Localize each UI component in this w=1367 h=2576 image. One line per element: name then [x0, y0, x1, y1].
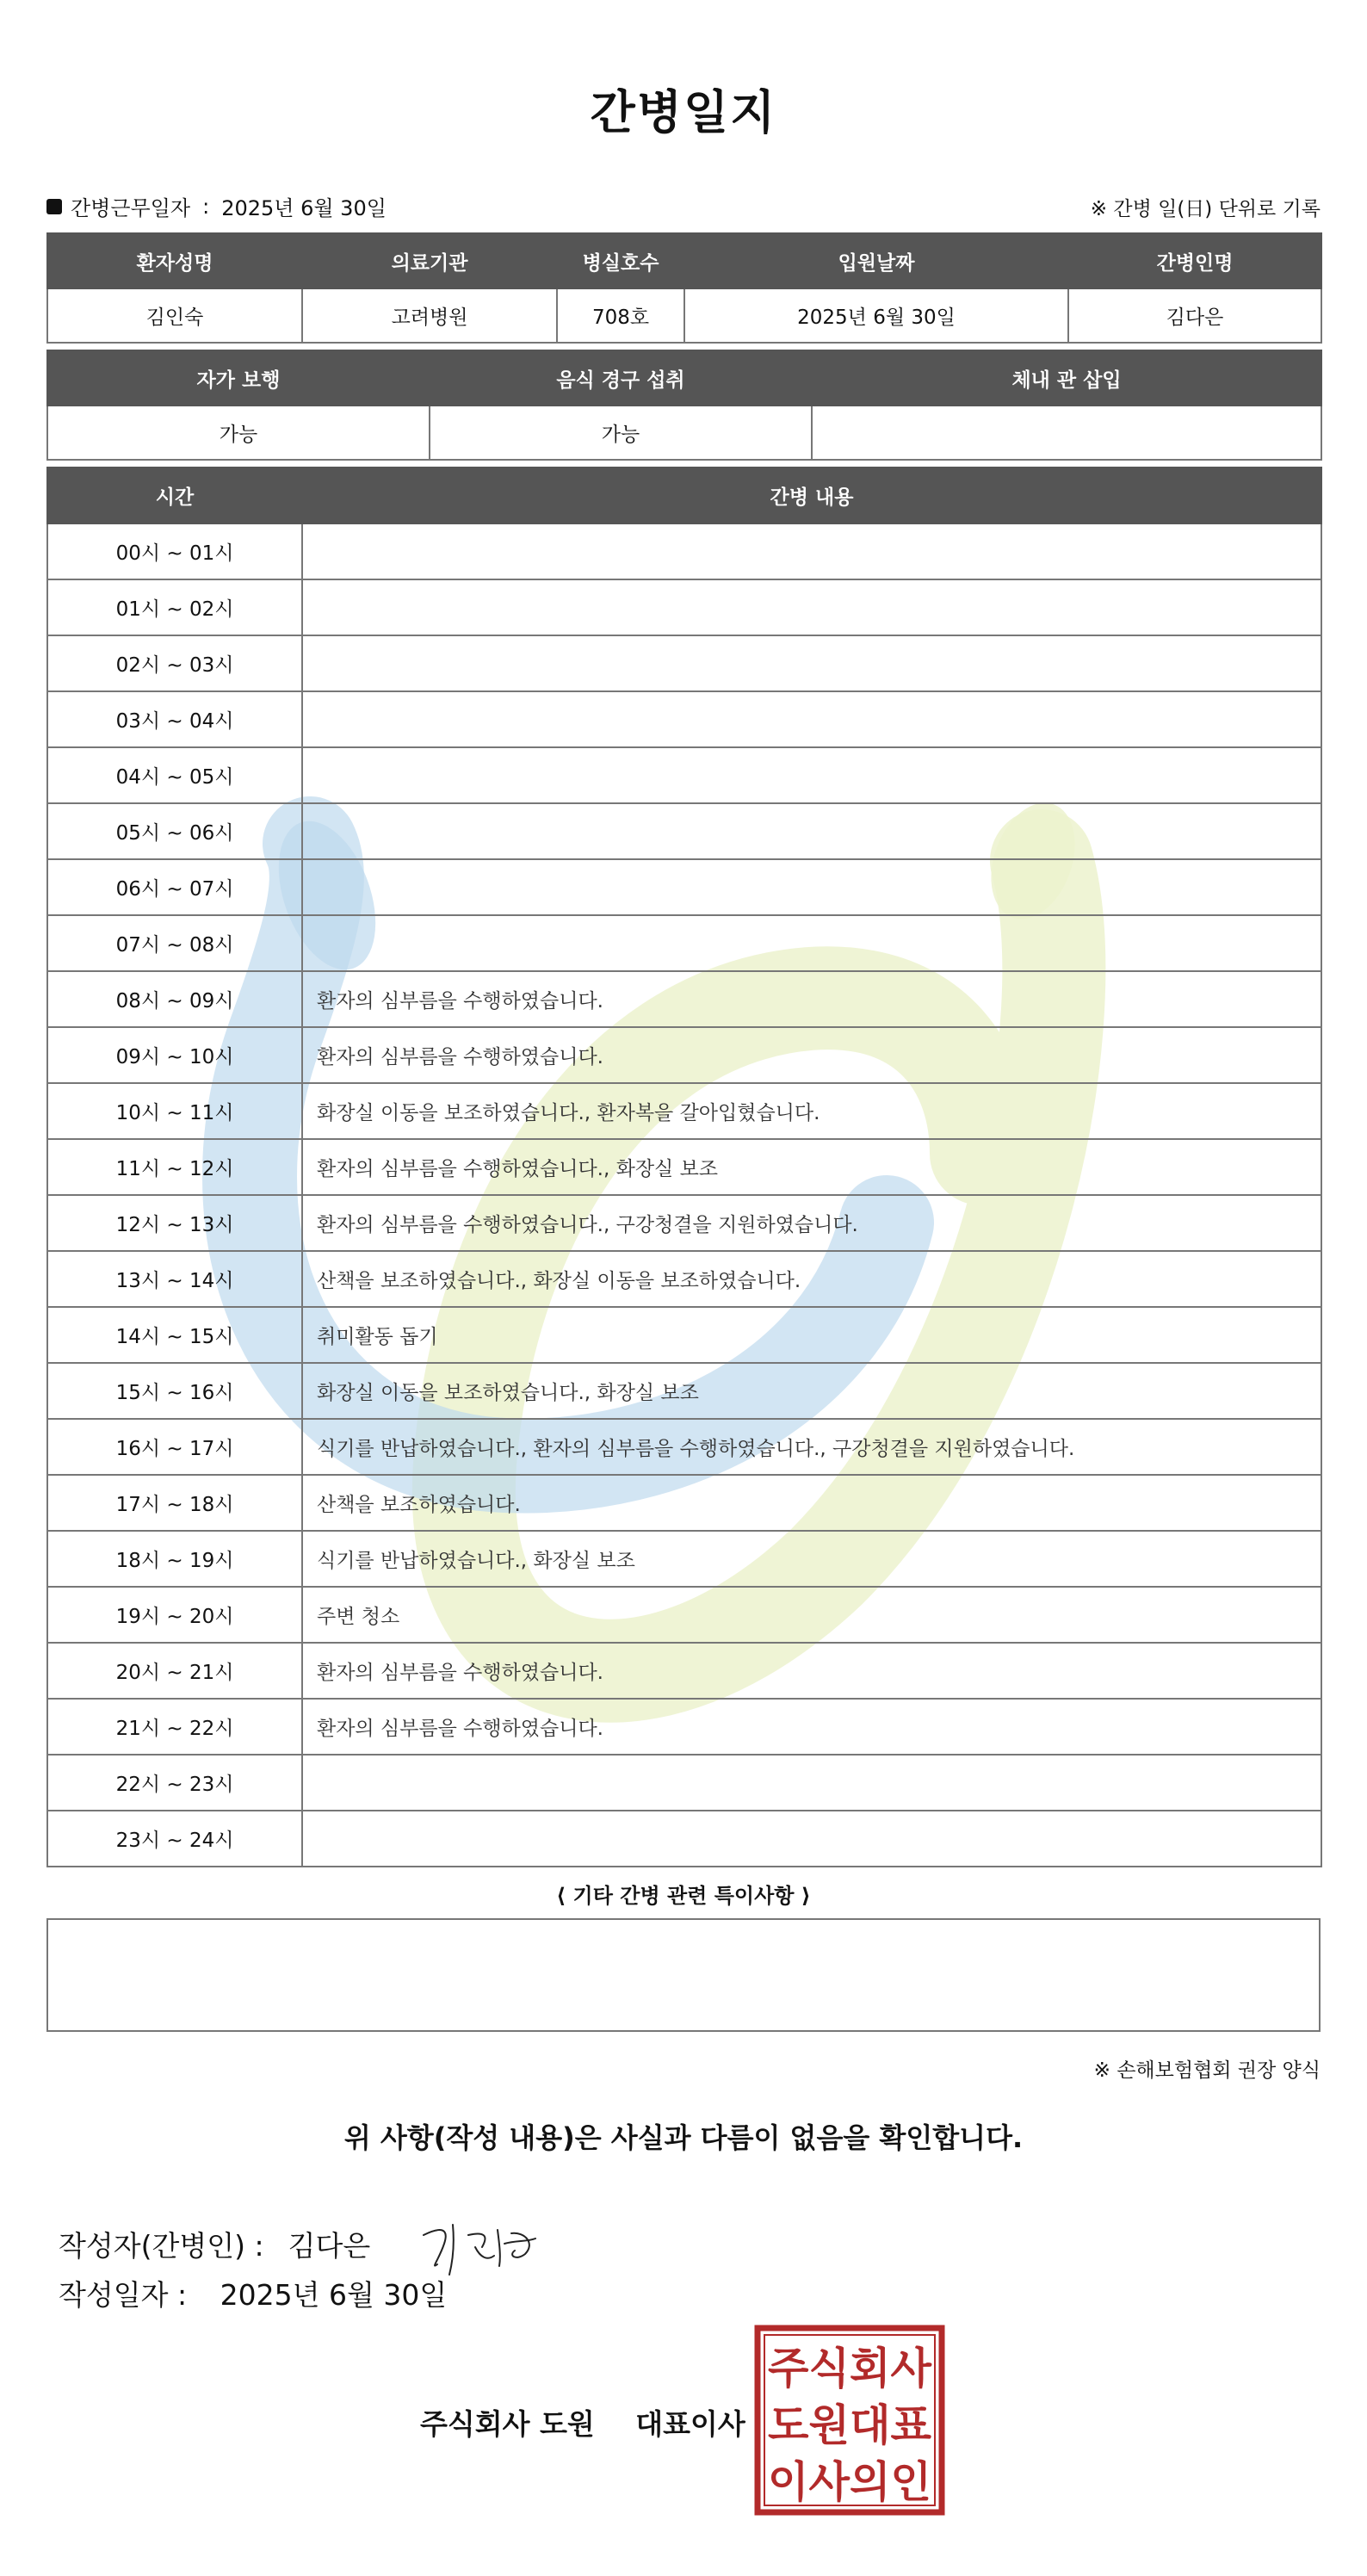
- admission-date-value: 2025년 6월 30일: [684, 288, 1068, 343]
- care-row-content: 식기를 반납하였습니다., 화장실 보조: [302, 1531, 1321, 1587]
- record-note: ※ 간병 일(日) 단위로 기록: [1090, 198, 1321, 220]
- room-value: 708호: [557, 288, 684, 343]
- care-row-content: [302, 579, 1321, 635]
- seal-text-line: 도원대표: [768, 2400, 932, 2450]
- care-row-content: 화장실 이동을 보조하였습니다., 환자복을 갈아입혔습니다.: [302, 1083, 1321, 1139]
- care-row-time: 12시 ~ 13시: [47, 1195, 302, 1251]
- work-date-row: [46, 191, 387, 221]
- care-row: [47, 1027, 1321, 1083]
- care-row: [47, 1643, 1321, 1699]
- header-time: 시간: [47, 468, 302, 523]
- writer-name: 김다은: [288, 2228, 371, 2263]
- writer-row: [59, 2209, 553, 2278]
- work-date-label: 간병근무일자: [71, 196, 191, 220]
- care-log-table: [46, 467, 1322, 1867]
- header-tube-insertion: 체내 관 삽입: [812, 350, 1321, 406]
- care-row-time: 21시 ~ 22시: [47, 1699, 302, 1755]
- patient-info-table: [46, 232, 1322, 344]
- care-row-time: 22시 ~ 23시: [47, 1755, 302, 1811]
- notes-title: ⟨ 기타 간병 관련 특이사항 ⟩: [556, 1884, 811, 1908]
- care-row: [47, 1699, 1321, 1755]
- care-row-time: 01시 ~ 02시: [47, 579, 302, 635]
- care-row-time: 06시 ~ 07시: [47, 859, 302, 915]
- care-row: [47, 859, 1321, 915]
- header-hospital: 의료기관: [302, 233, 557, 288]
- care-row: [47, 747, 1321, 803]
- care-row: [47, 803, 1321, 859]
- header-caregiver-name: 간병인명: [1068, 233, 1321, 288]
- seal-text-line: 이사의인: [768, 2457, 931, 2507]
- company-name: 주식회사 도원: [420, 2407, 595, 2441]
- care-row: [47, 971, 1321, 1027]
- care-row-time: 16시 ~ 17시: [47, 1419, 302, 1475]
- care-row-content: 환자의 심부름을 수행하였습니다., 화장실 보조: [302, 1139, 1321, 1195]
- confirmation-statement: 위 사항(작성 내용)은 사실과 다름이 없음을 확인합니다.: [343, 2121, 1024, 2154]
- care-row-time: 07시 ~ 08시: [47, 915, 302, 971]
- care-row-content: [302, 747, 1321, 803]
- care-row-content: 식기를 반납하였습니다., 환자의 심부름을 수행하였습니다., 구강청결을 지원하였습니다.: [302, 1419, 1321, 1475]
- care-row-content: 환자의 심부름을 수행하였습니다.: [302, 1027, 1321, 1083]
- care-row: [47, 691, 1321, 747]
- care-row: [47, 1811, 1321, 1867]
- seal-text-line: 주식회사: [768, 2344, 932, 2393]
- patient-name-value: 김인숙: [47, 288, 302, 343]
- care-row-content: 환자의 심부름을 수행하였습니다.: [302, 971, 1321, 1027]
- page-title: 간병일지: [590, 85, 777, 139]
- care-row: [47, 1307, 1321, 1363]
- care-row-content: 환자의 심부름을 수행하였습니다.: [302, 1699, 1321, 1755]
- company-signature-line: [420, 2402, 745, 2443]
- care-row-content: [302, 915, 1321, 971]
- care-row-time: 11시 ~ 12시: [47, 1139, 302, 1195]
- company-ceo-title: 대표이사: [635, 2407, 745, 2441]
- care-row-time: 15시 ~ 16시: [47, 1363, 302, 1419]
- header-self-walking: 자가 보행: [47, 350, 430, 406]
- care-row: [47, 1755, 1321, 1811]
- care-row-time: 02시 ~ 03시: [47, 635, 302, 691]
- care-row-content: 산책을 보조하였습니다.: [302, 1475, 1321, 1531]
- care-row: [47, 1587, 1321, 1643]
- care-row-content: 환자의 심부름을 수행하였습니다.: [302, 1643, 1321, 1699]
- care-row-time: 17시 ~ 18시: [47, 1475, 302, 1531]
- writer-label: 작성자(간병인) :: [59, 2228, 264, 2263]
- tube-insertion-value: [812, 406, 1321, 460]
- care-row-time: 05시 ~ 06시: [47, 803, 302, 859]
- oral-intake-value: 가능: [430, 406, 812, 460]
- header-care-content: 간병 내용: [302, 468, 1321, 523]
- care-row: [47, 1419, 1321, 1475]
- care-row-content: 취미활동 돕기: [302, 1307, 1321, 1363]
- work-date-separator: :: [202, 194, 210, 219]
- header-oral-intake: 음식 경구 섭취: [430, 350, 812, 406]
- care-row-time: 04시 ~ 05시: [47, 747, 302, 803]
- care-row-time: 23시 ~ 24시: [47, 1811, 302, 1867]
- notes-box: [46, 1918, 1321, 2032]
- work-date-value: 2025년 6월 30일: [221, 196, 387, 220]
- header-admission-date: 입원날짜: [684, 233, 1068, 288]
- care-row-time: 00시 ~ 01시: [47, 523, 302, 579]
- handwritten-signature: [415, 2209, 553, 2278]
- care-row-content: [302, 1755, 1321, 1811]
- care-row-content: 산책을 보조하였습니다., 화장실 이동을 보조하였습니다.: [302, 1251, 1321, 1307]
- care-row-time: 14시 ~ 15시: [47, 1307, 302, 1363]
- care-row-time: 03시 ~ 04시: [47, 691, 302, 747]
- care-row-time: 18시 ~ 19시: [47, 1531, 302, 1587]
- care-row: [47, 579, 1321, 635]
- bullet-square-icon: [46, 199, 62, 214]
- care-row-content: 환자의 심부름을 수행하였습니다., 구강청결을 지원하였습니다.: [302, 1195, 1321, 1251]
- care-row-content: 주변 청소: [302, 1587, 1321, 1643]
- care-row-time: 08시 ~ 09시: [47, 971, 302, 1027]
- written-date-label: 작성일자 :: [59, 2278, 188, 2312]
- care-row-content: [302, 635, 1321, 691]
- care-row: [47, 1083, 1321, 1139]
- caregiver-name-value: 김다은: [1068, 288, 1321, 343]
- header-patient-name: 환자성명: [47, 233, 302, 288]
- care-row-time: 19시 ~ 20시: [47, 1587, 302, 1643]
- care-row: [47, 1195, 1321, 1251]
- care-row-content: 화장실 이동을 보조하였습니다., 화장실 보조: [302, 1363, 1321, 1419]
- care-row: [47, 1475, 1321, 1531]
- care-row-time: 20시 ~ 21시: [47, 1643, 302, 1699]
- care-row: [47, 523, 1321, 579]
- recommend-note: ※ 손해보험협회 권장 양식: [1093, 2059, 1321, 2082]
- written-date-row: [59, 2273, 447, 2313]
- header-room: 병실호수: [557, 233, 684, 288]
- care-row: [47, 1531, 1321, 1587]
- care-row-content: [302, 523, 1321, 579]
- care-row-content: [302, 859, 1321, 915]
- self-walking-value: 가능: [47, 406, 430, 460]
- company-seal-stamp: [754, 2325, 945, 2516]
- care-row: [47, 1139, 1321, 1195]
- care-row-time: 10시 ~ 11시: [47, 1083, 302, 1139]
- care-row-time: 09시 ~ 10시: [47, 1027, 302, 1083]
- written-date-value: 2025년 6월 30일: [220, 2278, 448, 2312]
- care-row-content: [302, 803, 1321, 859]
- patient-ability-table: [46, 350, 1322, 461]
- care-row-content: [302, 1811, 1321, 1867]
- care-row-content: [302, 691, 1321, 747]
- hospital-value: 고려병원: [302, 288, 557, 343]
- care-row: [47, 1363, 1321, 1419]
- care-row: [47, 915, 1321, 971]
- care-row: [47, 1251, 1321, 1307]
- care-row: [47, 635, 1321, 691]
- care-row-time: 13시 ~ 14시: [47, 1251, 302, 1307]
